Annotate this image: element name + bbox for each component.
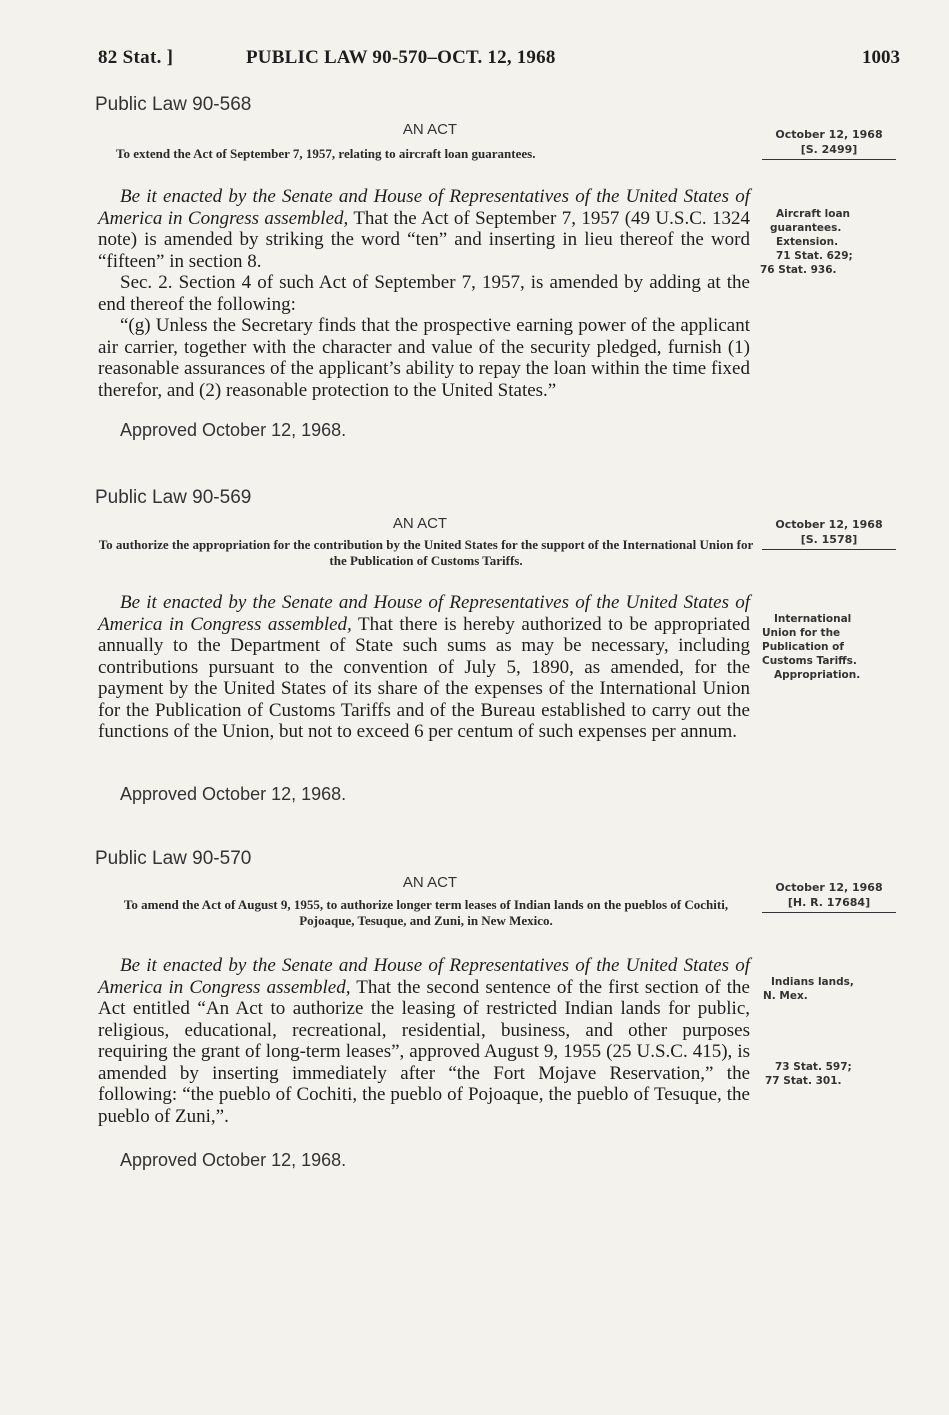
margin-note-line: Publication of [762,641,844,653]
section-text: That there is hereby authorized to be appropriated annually to the Department of State such sums as may be necessary, including contributions pursuant to the convention of July 5, 1890, as amended, for the payment by the United States of its share of the expenses of the International Union for the Publication of Customs Tariffs and of the Bureau established to carry out the functions of the Union, but not to exceed 6 per centum of such expenses per annum. [98,613,750,742]
margin-note-line: Extension. [776,236,839,248]
margin-note-line: guarantees. [770,222,842,234]
act-date [762,880,896,913]
act-summary: To authorize the appropriation for the contribution by the United States for the support of the International Union for the Publication of Customs Tariffs. [98,537,754,568]
law-title-90-569: Public Law 90-569 [95,487,252,508]
act-date [762,127,896,160]
margin-note-line: N. Mex. [763,990,808,1002]
margin-note-line: Appropriation. [774,669,861,681]
margin-note-line: Indians lands, [771,976,854,988]
margin-note [765,1060,852,1088]
law-title-90-570: Public Law 90-570 [95,848,252,869]
approval-date: Approved October 12, 1968. [120,1150,347,1170]
act-body [98,592,750,743]
act-body [98,186,750,401]
margin-note-line: 73 Stat. 597; [775,1061,852,1073]
date-text: October 12, 1968 [775,881,883,894]
act-label: AN ACT [402,121,458,138]
act-body [98,955,750,1127]
act-label: AN ACT [392,515,448,532]
act-summary: To amend the Act of August 9, 1955, to authorize longer term leases of Indian lands on the pueblos of Cochiti, Pojoaque, Tesuque, and Zuni, in New Mexico. [123,897,729,928]
margin-note [760,207,853,277]
enacting-clause: Be it enacted by the Senate and House of Representatives of the United States of America in Congress assembled, [98,592,750,635]
approval-date: Approved October 12, 1968. [120,420,347,440]
enacting-clause: Be it enacted by the Senate and House of Representatives of the United States of America in Congress assembled, [98,955,750,998]
paragraph: “(g) Unless the Secretary finds that the prospective earning power of the applicant air carrier, together with the character and value of the security pledged, furnish (1) reasonable assurances of the applicant’s ability to repay the loan within the time fixed therefor, and (2) reasonable protection to the United States.” [98,315,750,401]
margin-note-line: 71 Stat. 629; [776,250,853,262]
margin-note-line: 77 Stat. 301. [765,1075,842,1087]
bill-number: [H. R. 17684] [762,895,896,913]
header-title: PUBLIC LAW 90-570–OCT. 12, 1968 [246,47,556,68]
paragraph [98,186,750,272]
act-summary: To extend the Act of September 7, 1957, relating to aircraft loan guarantees. [116,146,536,161]
law-title-90-568: Public Law 90-568 [95,94,252,115]
section-text: That the second sentence of the first section of the Act entitled “An Act to authorize the leasing of restricted Indian lands for public, religious, educational, recreational, residential, business, and other purposes requiring the grant of long-term leases”, approved August 9, 1955 (25 U.S.C. 415), is amended by inserting immediately after “the Fort Mojave Reservation,” the following: “the pueblo of Cochiti, the pueblo of Pojoaque, the pueblo of Tesuque, the pueblo of Zuni,”. [98,976,750,1127]
paragraph: Sec. 2. Section 4 of such Act of September 7, 1957, is amended by adding at the end thereof the following: [98,272,750,315]
paragraph [98,955,750,1127]
margin-note-line: Customs Tariffs. [762,655,857,667]
paragraph [98,592,750,743]
date-text: October 12, 1968 [775,518,883,531]
date-text: October 12, 1968 [775,128,883,141]
bill-number: [S. 1578] [762,532,896,550]
page-number: 1003 [862,47,900,68]
margin-note-line: Union for the [762,627,841,639]
act-label: AN ACT [402,874,458,891]
act-date [762,517,896,550]
margin-note-line: Aircraft loan [776,208,851,220]
approval-date: Approved October 12, 1968. [120,784,347,804]
margin-note-line: International [774,613,852,625]
margin-note [762,612,860,682]
running-header [98,47,900,71]
enacting-clause: Be it enacted by the Senate and House of Representatives of the United States of America in Congress assembled, [98,186,750,229]
margin-note-line: 76 Stat. 936. [760,264,837,276]
volume-reference: 82 Stat. ] [98,47,174,68]
section-text: That the Act of September 7, 1957 (49 U.S.C. 1324 note) is amended by striking the word “ten” and inserting in lieu thereof the word “fifteen” in section 8. [98,207,750,272]
margin-note [763,975,854,1003]
bill-number: [S. 2499] [762,142,896,160]
